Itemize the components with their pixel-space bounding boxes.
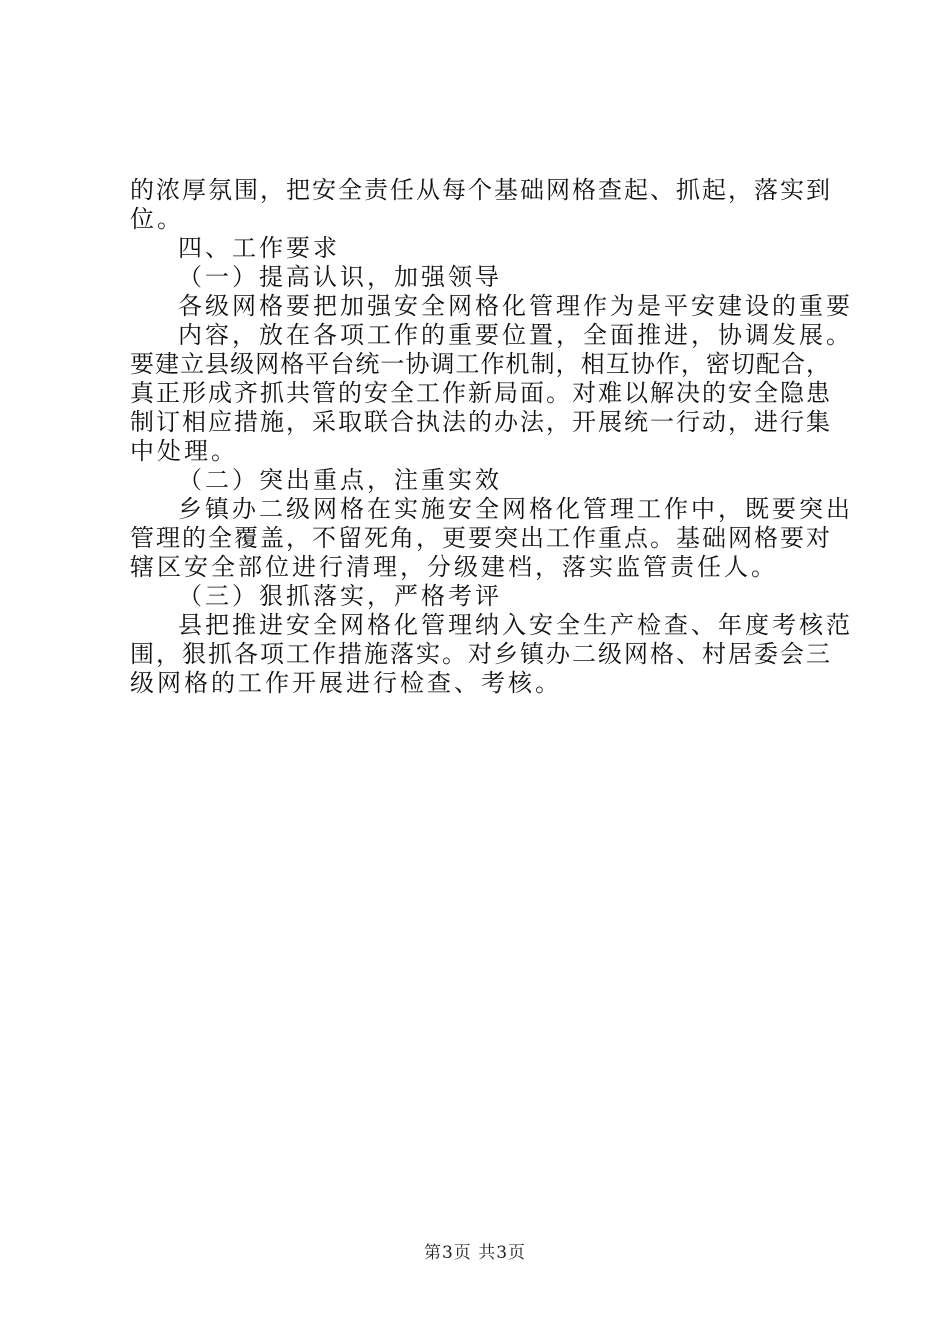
paragraph-line: 围，狠抓各项工作措施落实。对乡镇办二级网格、村居委会三 (130, 640, 830, 668)
paragraph-line: 真正形成齐抓共管的安全工作新局面。对难以解决的安全隐患 (130, 379, 830, 407)
paragraph-line: 管理的全覆盖，不留死角，更要突出工作重点。基础网格要对 (130, 524, 830, 552)
paragraph-line: 制订相应措施，采取联合执法的办法，开展统一行动，进行集 (130, 408, 830, 436)
paragraph-line: （三）狠抓落实，严格考评 (178, 582, 502, 610)
paragraph-line: 辖区安全部位进行清理，分级建档，落实监管责任人。 (130, 553, 778, 581)
paragraph-line: （二）突出重点，注重实效 (178, 466, 502, 494)
paragraph-line: 要建立县级网格平台统一协调工作机制，相互协作，密切配合， (130, 350, 830, 378)
paragraph-line: 级网格的工作开展进行检查、考核。 (130, 669, 562, 697)
paragraph-line: 中处理。 (130, 437, 238, 465)
paragraph-line: 内容，放在各项工作的重要位置，全面推进，协调发展。 (178, 321, 853, 349)
paragraph-line: 各级网格要把加强安全网格化管理作为是平安建设的重要 (178, 292, 853, 320)
page-footer: 第3页 共3页 (423, 1243, 527, 1263)
document-body (130, 176, 853, 698)
paragraph-line: 的浓厚氛围，把安全责任从每个基础网格查起、抓起，落实到 (130, 176, 830, 204)
paragraph-line: 县把推进安全网格化管理纳入安全生产检查、年度考核范 (178, 611, 853, 639)
paragraph-line: 乡镇办二级网格在实施安全网格化管理工作中，既要突出 (178, 495, 853, 523)
paragraph-line: （一）提高认识，加强领导 (178, 263, 502, 291)
paragraph-line: 四、工作要求 (178, 234, 340, 262)
paragraph-line: 位。 (130, 205, 184, 233)
